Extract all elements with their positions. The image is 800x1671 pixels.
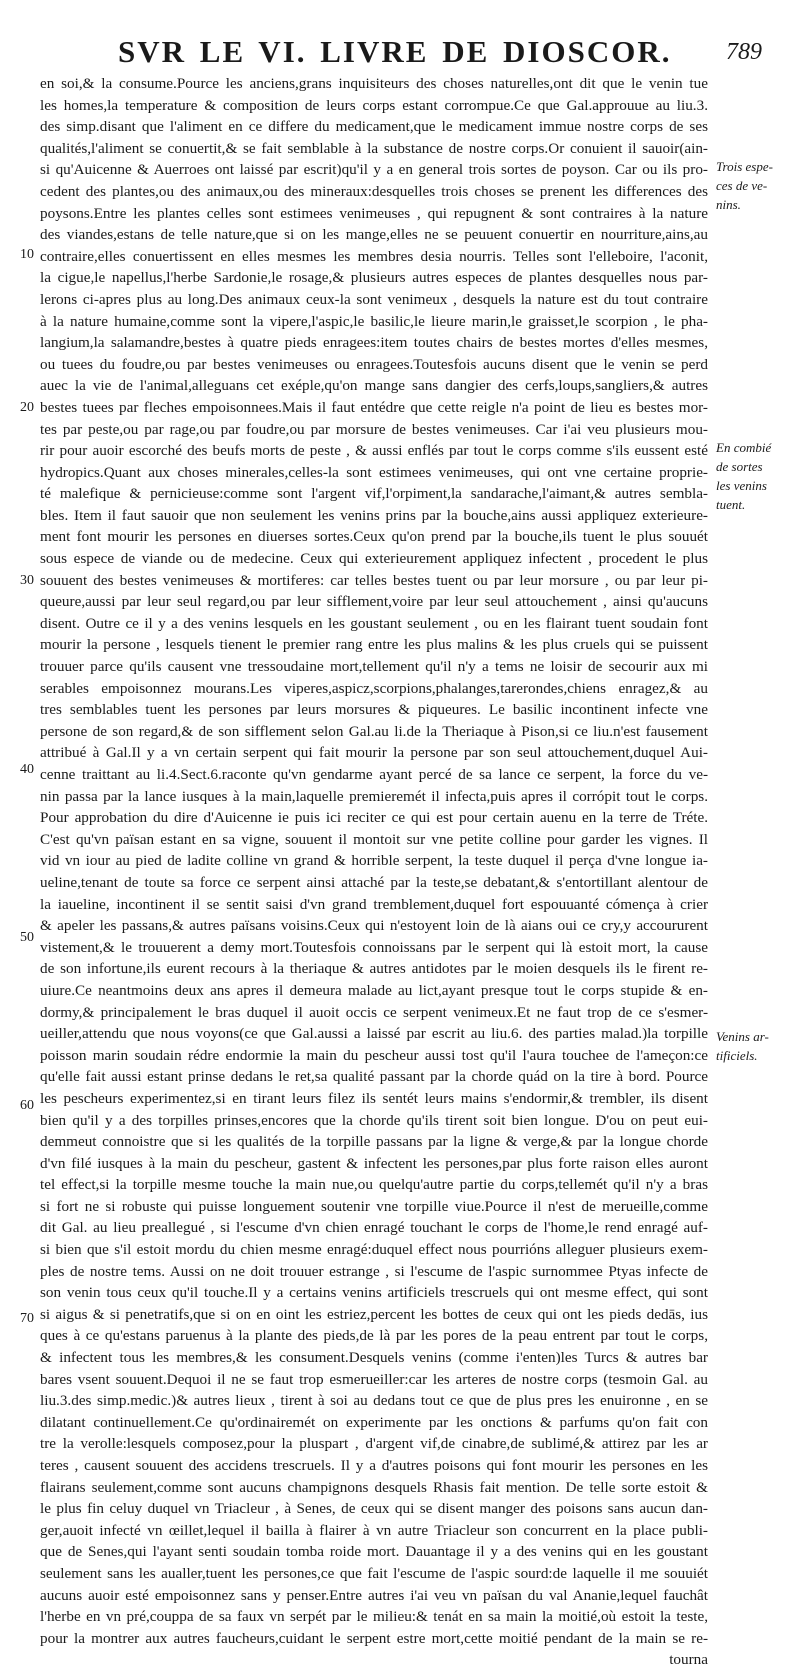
text-line: uiure.Ce neantmoins deux ans apres il demeura malade au lict,ayant presque tout le corps stupide & en- <box>40 981 708 999</box>
text-line: ples de nostre tems. Aussi on ne doit trouuer estrange , si l'escume de l'aspic surnommee Ptyas infecte de <box>40 1262 708 1280</box>
text-line: poisson marin soudain rédre endormie la main du pescheur aussi tost qu'il l'aura touchee de l'ameçon:ce <box>40 1046 708 1064</box>
line-number: 10 <box>20 247 34 262</box>
text-line: des viandes,estans de telle nature,que si on les mange,elles ne se peuuent conuertir en nourriture,ains,au <box>40 226 708 244</box>
text-line: lerons ci-apres plus au long.Des animaux ceux-la sont venimeux , desquels la nature est du tout contraire <box>40 290 708 308</box>
text-line: tre la verolle:lesquels composez,pour la pluspart , d'argent vif,de cinabre,de sublimé,& attirez par les ar <box>40 1435 708 1453</box>
text-line: persone de son regard,& de son sifflement selon Gal.au li.de la Theriaque à Pison,si ce liu.n'est fausement <box>40 722 708 740</box>
text-line: tres semblables tuent les persones par leurs morsures & piqueures. Le basilic incontinent infecte vne <box>40 701 708 719</box>
text-line: & apeler les passans,& autres païsans voisins.Ceux qui n'estoyent loin de là aians oui ce cry,y accoururent <box>40 917 708 935</box>
text-line: attribué à Gal.Il y a vn certain serpent qui fait mourir la persone par son seul attouchement,duquel Aui- <box>40 744 708 762</box>
text-line: si bien que s'il estoit mordu du chien mesme enragé:duquel effect nous pourrións alleguer plusieurs exem- <box>40 1241 708 1259</box>
text-line: pour la montrer aux autres faucheurs,cuidant le serpent estre mort,cette moitié pendant de la main se re- <box>40 1629 708 1647</box>
line-number: 60 <box>20 1098 34 1113</box>
line-number: 30 <box>20 573 34 588</box>
text-line: demmeut connoistre que si les qualités de la torpille passans par la ligne & verge,& par la longue chorde <box>40 1133 708 1151</box>
text-line: à la nature humaine,comme sont la vipere,l'aspic,le basilic,le lieure marin,le graisset,le scorpion , le pha- <box>40 312 708 330</box>
text-line: Pour approbation du dire d'Auicenne ie puis ici reciter ce qui est pour certain auenu en la terre de Tréte. <box>40 809 708 827</box>
text-line: si aigus & si penetratifs,que si on en oint les estriez,percent les bottes de ceux qui ont les pieds dedās, ius <box>40 1305 708 1323</box>
text-line: mourir la persone , lesquels tienent le premier rang entre les plus malins & les plus cruels qui se puissent <box>40 636 708 654</box>
page-number: 789 <box>726 39 762 65</box>
text-line: ou tuees du foudre,ou par bestes venimeuses ou enragees.Toutesfois aucuns disent que le venin se perd <box>40 355 708 373</box>
text-line: que de Senes,qui l'ayant senti soudain tomba roide mort. Dauantage il y a des venins qui en les goustant <box>40 1543 708 1561</box>
margin-note-poison-types <box>716 157 796 214</box>
text-line: contraire,elles conuertissent en elles mesmes les membres desia nourris. Telles sont l'elleboire, l'aconit, <box>40 247 708 265</box>
text-line: vistement,& le trouuerent a demy mort.Toutesfois connoissans par le serpent qui là estoit mort, la cause <box>40 938 708 956</box>
text-line: le plus fin celuy duquel vn Triacleur , à Senes, de ceux qui se disent manger des poisons sans aucun dan- <box>40 1500 708 1518</box>
text-line: si fort ne si robuste qui puisse longuement soutenir vne torpille viue.Pource il n'est de merueille,comme <box>40 1197 708 1215</box>
text-line: serables empoisonnez mourans.Les viperes,aspicz,scorpions,phalanges,tarerondes,chiens enragez,& au <box>40 679 708 697</box>
text-line: C'est qu'vn païsan estant en sa vigne, souuent il montoit sur vne petite colline pour garder les vignes. Il <box>40 830 708 848</box>
text-line: qu'elle fait aussi estant prinse dedans le ret,sa qualité passant par la chorde quád on la tire à bord. Pource <box>40 1068 708 1086</box>
text-line: bien qu'il y a des torpilles prinses,encores que la chorde qu'ils tirent soit bien longue. D'ou on peut eui- <box>40 1111 708 1129</box>
text-line: dit Gal. au lieu preallegué , si l'escume d'vn chien enragé touchant le corps de l'home,le rend enragé auf- <box>40 1219 708 1237</box>
line-number: 20 <box>20 400 34 415</box>
text-line: bestes tuees par fleches empoisonnees.Mais il faut entédre que cette reigle n'a point de lieu es bestes mor- <box>40 398 708 416</box>
text-line: flairans seulement,comme sont aucuns champignons desquels Rhasis fait mention. De telle sorte estoit & <box>40 1478 708 1496</box>
text-line: poysons.Entre les plantes celles sont estimees venimeuses , qui repugnent & sont contraires à la nature <box>40 204 708 222</box>
text-line: & infectent tous les membres,& les consument.Desquels venins (comme i'enten)les Turcs & autres bar <box>40 1349 708 1367</box>
text-line: queure,aussi par leur seul regard,ou par leur sifflement,voire par leur seul attouchement , ainsi qu'aucuns <box>40 593 708 611</box>
text-line: la cigue,le napellus,l'herbe Sardonie,le rosage,& plusieurs autres especes de plantes desquelles nous par- <box>40 269 708 287</box>
text-line: seulement sans les aualler,tuent les persones,ce que fait l'escume de l'aspic sourd:de laquelle il me souuiét <box>40 1564 708 1582</box>
text-line: ment font mourir les persones en diuerses sortes.Ceux qu'on prend par la bouche,ils tuent le plus souuét <box>40 528 708 546</box>
line-number: 50 <box>20 930 34 945</box>
text-line: cenne traittant au li.4.Sect.6.raconte qu'vn gendarme ayant percé de sa lance ce serpent, la force du ve- <box>40 766 708 783</box>
text-line: la iaueline, incontinent il se sentit saisi d'vn grand tremblement,duquel fort espouuanté cómença à crier <box>40 895 708 913</box>
text-line: tel effect,si la torpille mesme touche la main nue,ou quelqu'autre partie du corps,tellemét qu'il n'y a bras <box>40 1176 708 1194</box>
margin-note-line: nins. <box>716 197 741 212</box>
text-line: bles. Item il faut sauoir que non seulement les venins prins par la bouche,ains aussi appliquez exterieure- <box>40 506 708 524</box>
text-line: vid vn iour au pied de ladite colline vn grand & horrible serpent, la teste duquel il perça d'vne longue ia- <box>40 852 708 870</box>
running-head: SVR LE VI. LIVRE DE DIOSCOR. <box>118 34 672 69</box>
text-line: ger,auoit infecté vn œillet,lequel il bailla à flairer à vn autre Triacleur son concurrent en la place publi- <box>40 1521 708 1539</box>
text-line: ques à ce qu'estans paruenus à la plante des pieds,de là par les pores de la peau entrent par tout le corps, <box>40 1327 708 1345</box>
catchword: tourna <box>669 1651 708 1669</box>
text-line: sous espece de viande ou de medecine. Ceux qui exterieurement appliquez infectent , procedent le plus <box>40 550 708 568</box>
text-line: bares vsent souuent.Dequoi il ne se faut trop esmerueiller:car les arteres de nostre corps (tesmoin Gal. au <box>40 1370 708 1388</box>
margin-note-line: Venins ar- <box>716 1029 769 1044</box>
text-line: de son infortune,ils eurent recours à la theriaque & autres antidotes par le moien desquels ils le firent re- <box>40 960 708 978</box>
margin-note-line: tificiels. <box>716 1048 758 1063</box>
text-line: hydropics.Quant aux choses minerales,celles-la sont estimees venimeuses, qui ont vne certaine proprie- <box>40 463 708 481</box>
text-line: souuent des bestes venimeuses & mortiferes: car telles bestes tuent ou par leur morsure , ou par leur pi- <box>40 571 708 589</box>
margin-note-artificial-venoms <box>716 1027 796 1065</box>
margin-note-line: de sortes <box>716 459 763 474</box>
text-line: ueline,tenant de toute sa force ce serpent ainsi attaché par la teste,se debatant,& s'entortillant alentour de <box>40 873 708 891</box>
text-line: dormy,& principalement le bras duquel il auoit occis ce serpent venimeux.Et ne faut trop de ce s'esmer- <box>40 1003 708 1021</box>
text-line: auec la vie de l'animal,alleguans cet exéple,qu'on mange sans dangier des cerfs,loups,sangliers,& autres <box>40 377 708 395</box>
text-line: tes par peste,ou par rage,ou par foudre,ou par morsure de bestes venimeuses. Car i'ai veu plusieurs mou- <box>40 420 708 438</box>
margin-note-line: En combié <box>716 440 772 455</box>
text-line: cedent des plantes,ou des animaux,ou des mineraux:desquelles trois choses se prenent les differences des <box>40 182 708 200</box>
text-line: rir pour auoir escorché des beufs morts de peste , & aussi enflés par tout le corps comme s'ils eussent esté <box>40 442 708 460</box>
text-line: son venin tous ceux qu'il touche.Il y a certains venins artificiels trescruels qui ont mesme effect, qui sont <box>40 1284 708 1302</box>
body-text <box>40 73 708 1671</box>
text-line: disent. Outre ce il y a des venins lesquels en les goustant seulement , ou en les flairant tuent soudain font <box>40 614 708 632</box>
margin-note-line: les venins <box>716 478 767 493</box>
margin-note-ways-of-killing <box>716 438 796 514</box>
text-line: qualités,l'aliment se conuertit,& se fait semblable à la substance de nostre corps.Or conuient il sauoir(ain- <box>40 139 708 157</box>
text-line: ueiller,attendu que nous voyons(ce que Gal.aussi a laissé par escrit au liu.6. des parties malad.)la torpille <box>40 1025 708 1043</box>
margin-note-line: ces de ve- <box>716 178 768 193</box>
text-line: liu.3.des simp.medic.)& autres lieux , tirent à soi au dedans tout ce que de plus pres les enuironne , en se <box>40 1392 708 1410</box>
margin-note-line: Trois espe- <box>716 159 773 174</box>
text-line: trouuer parce qu'ils causent vne tressoudaine mort,tellement qu'il n'y a tems ne loisir de secourir aux mi <box>40 658 708 676</box>
margin-note-line: tuent. <box>716 497 746 512</box>
line-number: 70 <box>20 1311 34 1326</box>
text-line: té malefique & pernicieuse:comme sont l'argent vif,l'orpiment,la sandarache,l'aimant,& autres sembla- <box>40 485 708 503</box>
text-line: les homes,la temperature & composition de leurs corps estant corrompue.Ce que Gal.approuue au liu.3. <box>40 96 708 114</box>
text-line: en soi,& la consume.Pource les anciens,grans inquisiteurs des choses naturelles,ont dit que le venin tue <box>40 75 708 92</box>
text-line: teres , causent souuent des accidens trescruels. Il y a d'autres poisons qui font mourir les persones en les <box>40 1457 708 1474</box>
text-line: l'herbe en vn pré,couppa de sa faux vn serpét par le milieu:& tenát en sa main la moitié,où estoit la teste, <box>40 1608 708 1626</box>
text-line: aucuns auoir esté empoisonnez sans y penser.Entre autres i'ai veu vn païsan du val Ananie,lequel fauchât <box>40 1586 708 1604</box>
text-line: les pescheurs experimentez,si en tirant leurs filez ils sentét leurs mains s'endormir,& trembler, ils disent <box>40 1089 708 1107</box>
text-line: d'vn filé iusques à la main du pescheur, gastent & infectent les persones,par plus forte raison elles auront <box>40 1154 708 1172</box>
text-line: des simp.disant que l'aliment en ce differe du medicament,que le medicament immue nostre corps de ses <box>40 118 708 136</box>
text-line: langium,la salamandre,bestes à quatre pieds enragees:item toutes chairs de bestes mortes d'elles mesmes, <box>40 334 708 352</box>
text-line: si qu'Auicenne & Auerroes ont laissé par escrit)qu'il y a en general trois sortes de poyson. Car ou ils pro- <box>40 161 708 179</box>
text-line: nin passa par la lance iusques à la main,laquelle premieremét il infecta,puis apres il corrópit tout le corps. <box>40 787 708 805</box>
line-number: 40 <box>20 762 34 777</box>
text-line: dilatant continuellement.Ce qu'ordinairemét on experimente par les onctions & parfums qu'on fait con <box>40 1413 708 1431</box>
